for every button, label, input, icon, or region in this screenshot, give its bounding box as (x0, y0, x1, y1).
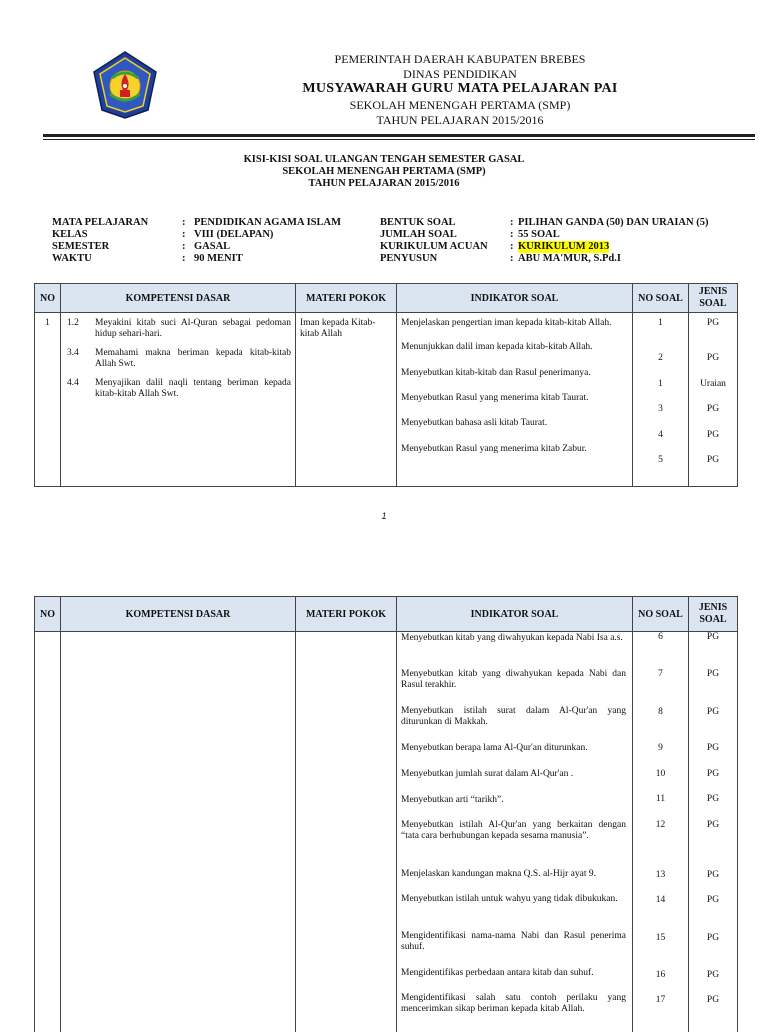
jenis-soal: PG (689, 995, 737, 1021)
no-soal: 8 (633, 707, 688, 743)
indikator-item: Mengidentifikas perbedaan antara kitab dan suhuf. (397, 968, 632, 993)
indikator-item: Menyebutkan bahasa asli kitab Taurat. (397, 418, 632, 444)
materi-cell: Iman kepada Kitab-kitab Allah (296, 313, 397, 487)
header-divider-thick (43, 134, 755, 137)
jenis-cell (689, 632, 738, 1032)
document-year: TAHUN PELAJARAN 2015/2016 (0, 178, 768, 189)
info-right-block (380, 217, 760, 265)
info-row: KURIKULUM ACUAN : KURIKULUM 2013 (380, 241, 760, 253)
col-header-indikator: INDIKATOR SOAL (397, 284, 633, 313)
jenis-soal: PG (689, 430, 737, 455)
kd-item: 4.4 Menyajikan dalil naqli tentang beriman kepada kitab-kitab Allah Swt. (67, 378, 291, 400)
col-header-nosoal: NO SOAL (633, 597, 689, 632)
jenis-soal: PG (689, 353, 737, 379)
table-header-row (35, 597, 738, 632)
indikator-item: Menyebutkan kitab yang diwahyukan kepada Nabi Isa a.s. (397, 633, 632, 669)
indikator-item: Menyebutkan Rasul yang menerima kitab Zabur. (397, 444, 632, 464)
col-header-jenis: JENIS SOAL (689, 597, 738, 632)
no-soal: 14 (633, 895, 688, 933)
jenis-soal: PG (689, 933, 737, 970)
no-soal: 15 (633, 933, 688, 970)
info-row: KELAS : VIII (DELAPAN) (52, 229, 372, 241)
no-soal: 4 (633, 430, 688, 455)
jenis-soal: PG (689, 455, 737, 475)
kd-item: 1.2 Meyakini kitab suci Al-Quran sebagai pedoman hidup sehari-hari. (67, 318, 291, 340)
no-soal: 10 (633, 769, 688, 794)
jenis-soal: PG (689, 970, 737, 995)
jenis-soal: Uraian (689, 379, 737, 404)
nosoal-cell (633, 313, 689, 487)
no-soal: 6 (633, 632, 688, 669)
jenis-soal: PG (689, 632, 737, 669)
col-header-no: NO (35, 597, 61, 632)
info-row: PENYUSUN : ABU MA'MUR, S.Pd.I (380, 253, 760, 265)
indikator-item: Menyebutkan istilah Al-Qur'an yang berkaitan dengan “tata cara berhubungan kepada sesama manusia”. (397, 820, 632, 869)
table-row (35, 313, 738, 487)
col-header-jenis: JENIS SOAL (689, 284, 738, 313)
nosoal-cell (633, 632, 689, 1032)
info-row: SEMESTER : GASAL (52, 241, 372, 253)
document-title: KISI-KISI SOAL ULANGAN TENGAH SEMESTER GASAL (0, 154, 768, 165)
no-soal: 11 (633, 794, 688, 820)
indikator-item: Menyebutkan istilah untuk wahyu yang tidak dibukukan. (397, 894, 632, 931)
indikator-item: Menyebutkan berapa lama Al-Qur'an diturunkan. (397, 743, 632, 769)
col-header-nosoal: NO SOAL (633, 284, 689, 313)
no-soal: 9 (633, 743, 688, 769)
info-left-block (52, 217, 372, 265)
no-soal: 17 (633, 995, 688, 1021)
indikator-item: Menyebutkan istilah surat dalam Al-Qur'an yang diturunkan di Makkah. (397, 706, 632, 743)
page-number: 1 (0, 511, 768, 521)
curriculum-highlight: KURIKULUM 2013 (518, 241, 609, 253)
jenis-soal: PG (689, 870, 737, 895)
no-soal: 1 (633, 318, 688, 353)
indikator-item: Menyebutkan arti “tarikh”. (397, 795, 632, 820)
info-row: BENTUK SOAL : PILIHAN GANDA (50) DAN URAIAN (5) (380, 217, 760, 229)
kompetensi-cell (61, 632, 296, 1032)
indikator-item: Mengidentifikasi nama-nama Nabi dan Rasul penerima suhuf. (397, 931, 632, 968)
jenis-soal: PG (689, 895, 737, 933)
indikator-item: Mengidentifikasi salah satu contoh perilaku yang mencerimkan sikap beriman kepada kitab Allah. (397, 993, 632, 1019)
kisi-table-page1 (34, 283, 738, 487)
header-department: DINAS PENDIDIKAN (180, 67, 740, 82)
indikator-cell (397, 313, 633, 487)
no-soal: 5 (633, 455, 688, 475)
no-soal: 2 (633, 353, 688, 379)
col-header-kompetensi: KOMPETENSI DASAR (61, 284, 296, 313)
jenis-soal: PG (689, 318, 737, 353)
jenis-soal: PG (689, 743, 737, 769)
table-header-row (35, 284, 738, 313)
col-header-indikator: INDIKATOR SOAL (397, 597, 633, 632)
indikator-item: Menjelaskan kandungan makna Q.S. al-Hijr ayat 9. (397, 869, 632, 894)
table-row (35, 632, 738, 1032)
no-soal: 16 (633, 970, 688, 995)
kompetensi-cell (61, 313, 296, 487)
info-row: WAKTU : 90 MENIT (52, 253, 372, 265)
indikator-item: Menunjukkan dalil iman kepada kitab-kitab Allah. (397, 342, 632, 368)
jenis-soal: PG (689, 794, 737, 820)
jenis-soal: PG (689, 769, 737, 794)
indikator-item: Menjelaskan pengertian iman kepada kitab-kitab Allah. (397, 318, 632, 342)
row-number (35, 632, 61, 1032)
header-school-level: SEKOLAH MENENGAH PERTAMA (SMP) (180, 98, 740, 113)
kd-item: 3.4 Memahami makna beriman kepada kitab-kitab Allah Swt. (67, 348, 291, 370)
col-header-no: NO (35, 284, 61, 313)
header-academic-year: TAHUN PELAJARAN 2015/2016 (180, 113, 740, 128)
indikator-item: Menyebutkan Rasul yang menerima kitab Taurat. (397, 393, 632, 418)
row-number: 1 (35, 313, 61, 487)
document-subtitle: SEKOLAH MENENGAH PERTAMA (SMP) (0, 166, 768, 177)
indikator-item: Menyebutkan jumlah surat dalam Al-Qur'an . (397, 769, 632, 795)
indikator-item: Menyebutkan kitab yang diwahyukan kepada Nabi dan Rasul terakhir. (397, 669, 632, 706)
col-header-materi: MATERI POKOK (296, 284, 397, 313)
info-row: MATA PELAJARAN : PENDIDIKAN AGAMA ISLAM (52, 217, 372, 229)
jenis-soal: PG (689, 820, 737, 870)
jenis-soal: PG (689, 404, 737, 430)
no-soal: 13 (633, 870, 688, 895)
no-soal: 3 (633, 404, 688, 430)
header-government: PEMERINTAH DAERAH KABUPATEN BREBES (180, 52, 740, 67)
no-soal: 12 (633, 820, 688, 870)
no-soal: 7 (633, 669, 688, 707)
header-divider-thin (43, 139, 755, 140)
kisi-table-page2 (34, 596, 738, 1032)
indikator-item: Menyebutkan kitab-kitab dan Rasul penerimanya. (397, 368, 632, 393)
materi-cell (296, 632, 397, 1032)
col-header-kompetensi: KOMPETENSI DASAR (61, 597, 296, 632)
info-row: JUMLAH SOAL : 55 SOAL (380, 229, 760, 241)
no-soal: 1 (633, 379, 688, 404)
government-seal-logo (90, 50, 160, 120)
col-header-materi: MATERI POKOK (296, 597, 397, 632)
jenis-soal: PG (689, 707, 737, 743)
header-organization: MUSYAWARAH GURU MATA PELAJARAN PAI (180, 81, 740, 97)
jenis-cell (689, 313, 738, 487)
indikator-cell (397, 632, 633, 1032)
jenis-soal: PG (689, 669, 737, 707)
